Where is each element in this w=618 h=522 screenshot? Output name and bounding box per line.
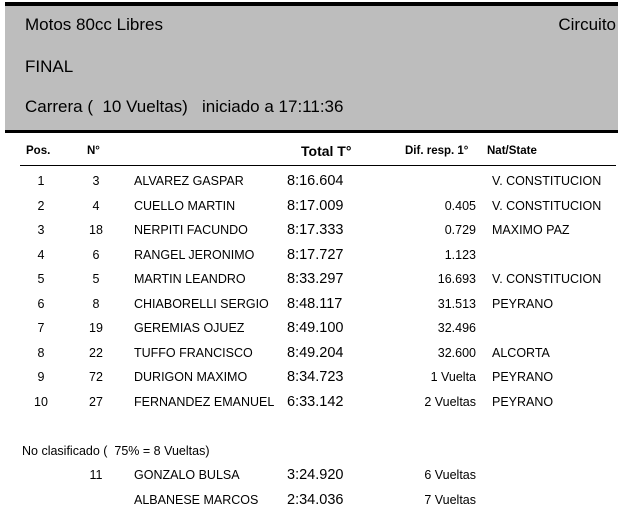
circuit-label: Circuito <box>558 15 616 34</box>
rider-name-cell: GEREMIAS OJUEZ <box>134 321 245 335</box>
position-cell: 6 <box>37 296 45 311</box>
nat-state-cell: ALCORTA <box>492 345 550 360</box>
number-cell: 3 <box>92 174 100 188</box>
nat-state-cell: PEYRANO <box>492 296 554 311</box>
number-cell: 27 <box>89 394 103 409</box>
col-header-pos: Pos. <box>26 145 51 157</box>
total-time-cell: 8:34.723 <box>287 369 344 385</box>
difference-cell: 6 Vueltas <box>424 468 476 482</box>
nat-state-cell: PEYRANO <box>492 370 554 384</box>
rider-name-cell: FERNANDEZ EMANUEL <box>134 394 275 409</box>
not-classified-label: No clasificado ( 75% = 8 Vueltas) <box>22 444 210 458</box>
session-title: FINAL <box>25 57 74 76</box>
difference-cell: 31.513 <box>437 296 476 311</box>
table-row <box>0 223 618 247</box>
table-row <box>0 395 618 419</box>
position-cell: 3 <box>37 223 45 237</box>
total-time-cell: 8:16.604 <box>287 173 344 189</box>
rider-name-cell: ALBANESE MARCOS <box>134 493 259 507</box>
nat-state-cell: PEYRANO <box>492 394 554 409</box>
table-row <box>0 468 618 492</box>
rider-name-cell: CUELLO MARTIN <box>134 198 236 213</box>
rider-name-cell: TUFFO FRANCISCO <box>134 345 253 360</box>
results-header <box>5 6 618 130</box>
total-time-cell: 3:24.920 <box>287 467 344 483</box>
number-cell: 72 <box>89 370 103 384</box>
total-time-cell: 8:49.100 <box>287 320 344 336</box>
nat-state-cell: MAXIMO PAZ <box>492 223 570 237</box>
number-cell: 22 <box>89 345 103 360</box>
table-row <box>0 248 618 272</box>
category-title: Motos 80cc Libres <box>25 15 163 34</box>
number-cell: 11 <box>89 468 103 482</box>
position-cell: 2 <box>37 198 45 213</box>
col-header-num: N° <box>87 145 100 157</box>
race-info: Carrera ( 10 Vueltas) iniciado a 17:11:36 <box>25 97 344 116</box>
col-header-diff: Dif. resp. 1° <box>405 145 469 157</box>
total-time-cell: 8:48.117 <box>287 295 343 312</box>
col-header-total: Total T° <box>301 143 352 159</box>
number-cell: 8 <box>92 296 100 311</box>
difference-cell: 7 Vueltas <box>424 493 476 507</box>
position-cell: 9 <box>37 370 45 384</box>
table-row <box>0 297 618 321</box>
position-cell: 1 <box>37 174 45 188</box>
position-cell: 5 <box>37 272 45 286</box>
total-time-cell: 8:49.204 <box>287 344 344 361</box>
difference-cell: 32.496 <box>437 321 476 335</box>
position-cell: 7 <box>37 321 45 335</box>
rider-name-cell: ALVAREZ GASPAR <box>134 174 244 188</box>
rider-name-cell: DURIGON MAXIMO <box>134 370 248 384</box>
rider-name-cell: RANGEL JERONIMO <box>134 247 255 262</box>
table-row <box>0 199 618 223</box>
table-row <box>0 493 618 517</box>
number-cell: 6 <box>92 247 100 262</box>
position-cell: 4 <box>37 247 45 262</box>
difference-cell: 1.123 <box>444 247 476 262</box>
difference-cell: 1 Vuelta <box>430 370 476 384</box>
number-cell: 18 <box>89 223 103 237</box>
col-header-nat: Nat/State <box>487 145 537 157</box>
total-time-cell: 6:33.142 <box>287 393 344 410</box>
difference-cell: 2 Vueltas <box>424 394 476 409</box>
nat-state-cell: V. CONSTITUCION <box>492 174 602 188</box>
difference-cell: 16.693 <box>437 272 476 286</box>
table-row <box>0 272 618 296</box>
column-header-divider <box>20 165 616 166</box>
table-row <box>0 321 618 345</box>
number-cell: 5 <box>92 272 100 286</box>
nat-state-cell: V. CONSTITUCION <box>492 198 602 213</box>
header-divider <box>5 130 618 133</box>
rider-name-cell: MARTIN LEANDRO <box>134 272 246 286</box>
total-time-cell: 8:33.297 <box>287 271 344 287</box>
table-row <box>0 346 618 370</box>
difference-cell: 32.600 <box>437 345 476 360</box>
number-cell: 4 <box>92 198 100 213</box>
position-cell: 10 <box>34 394 48 409</box>
total-time-cell: 8:17.009 <box>287 197 344 214</box>
difference-cell: 0.729 <box>444 223 476 237</box>
nat-state-cell: V. CONSTITUCION <box>492 272 602 286</box>
rider-name-cell: CHIABORELLI SERGIO <box>134 296 269 311</box>
position-cell: 8 <box>37 345 45 360</box>
table-row <box>0 174 618 198</box>
number-cell: 19 <box>89 321 103 335</box>
total-time-cell: 8:17.727 <box>287 246 344 263</box>
total-time-cell: 2:34.036 <box>287 492 344 508</box>
rider-name-cell: NERPITI FACUNDO <box>134 223 248 237</box>
difference-cell: 0.405 <box>444 198 476 213</box>
rider-name-cell: GONZALO BULSA <box>134 468 240 482</box>
table-row <box>0 370 618 394</box>
total-time-cell: 8:17.333 <box>287 222 344 238</box>
